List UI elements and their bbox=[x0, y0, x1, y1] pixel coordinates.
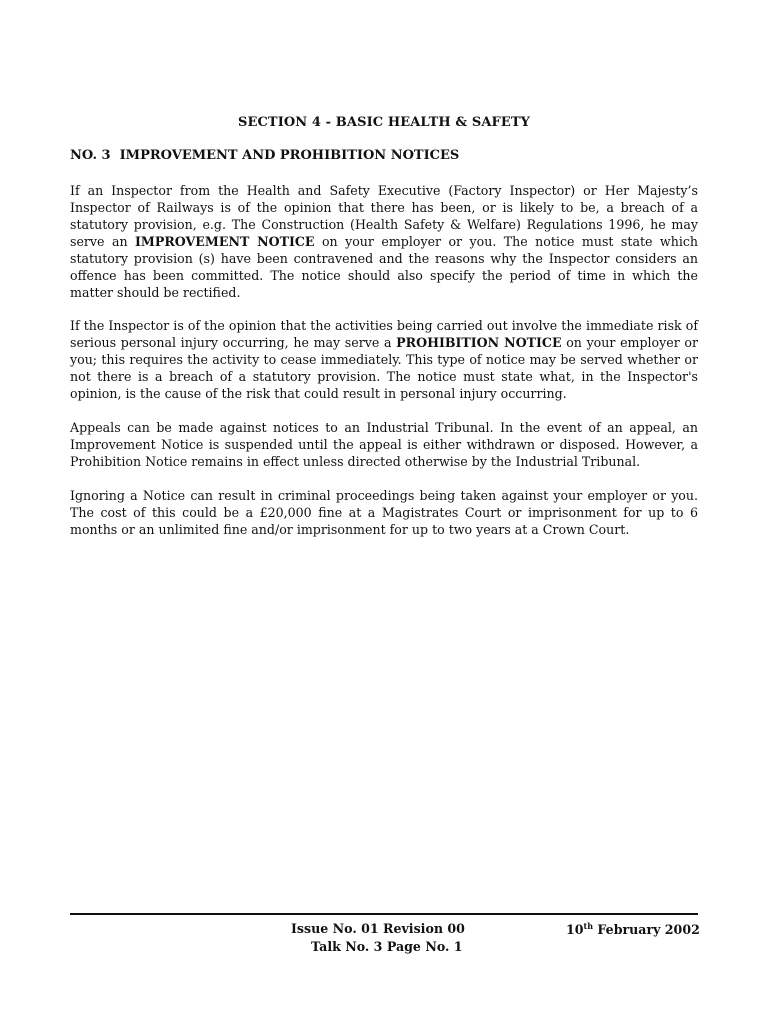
paragraph-text: If the Inspector is of the opinion that the activities being carried out involve the immediate risk of serious personal injury occurring, he may serve a bbox=[70, 318, 698, 350]
subheading: NO. 3 IMPROVEMENT AND PROHIBITION NOTICES bbox=[70, 148, 460, 163]
paragraph-text: on your employer or you. The notice must state which statutory provision (s) have been contravened and the reasons why the Inspector considers an offence has been committed. The notice should also specify the period of time in which the matter should be rectified. bbox=[70, 234, 699, 300]
footer-talk-page: Talk No. 3 Page No. 1 bbox=[311, 939, 463, 954]
footer-date-suffix: th bbox=[583, 921, 594, 931]
section-title: SECTION 4 - BASIC HEALTH & SAFETY bbox=[237, 115, 530, 130]
paragraph-text: If an Inspector from the Health and Safety Executive (Factory Inspector) or Her Majesty’s Inspector of Railways is of the opinion that there has been, or is likely to be, a breach of a statutory provision, e.g. The Construction (Health Safety & Welfare) Regulations 1996, he may serve an bbox=[70, 183, 698, 249]
paragraph-text: on your employer or you; this requires the activity to cease immediately. This type of notice may be served whether or not there is a breach of a statutory provision. The notice must state what, in the Inspector's opinion, is the cause of the risk that could result in personal injury occurring. bbox=[70, 335, 698, 401]
paragraph-improvement-notice bbox=[70, 182, 698, 301]
footer-issue-revision: Issue No. 01 Revision 00 bbox=[291, 921, 465, 936]
footer-date-day: 10 bbox=[566, 922, 584, 937]
paragraph-ignoring-notice: Ignoring a Notice can result in criminal proceedings being taken against your employer or you. The cost of this could be a £20,000 fine at a Magistrates Court or imprisonment for up to 6 months or an unlimited fine and/or imprisonment for up to two years at a Crown Court. bbox=[70, 488, 698, 537]
paragraph-appeals: Appeals can be made against notices to an Industrial Tribunal. In the event of an appeal, an Improvement Notice is suspended until the appeal is either withdrawn or disposed. However, a Prohibition Notice remains in effect unless directed otherwise by the Industrial Tribunal. bbox=[70, 420, 698, 469]
footer-date bbox=[566, 921, 700, 937]
footer-divider bbox=[70, 913, 698, 915]
paragraph-prohibition-notice bbox=[70, 317, 698, 402]
improvement-notice-term: IMPROVEMENT NOTICE bbox=[135, 234, 315, 249]
footer-date-rest: February 2002 bbox=[593, 922, 700, 937]
prohibition-notice-term: PROHIBITION NOTICE bbox=[396, 335, 562, 350]
